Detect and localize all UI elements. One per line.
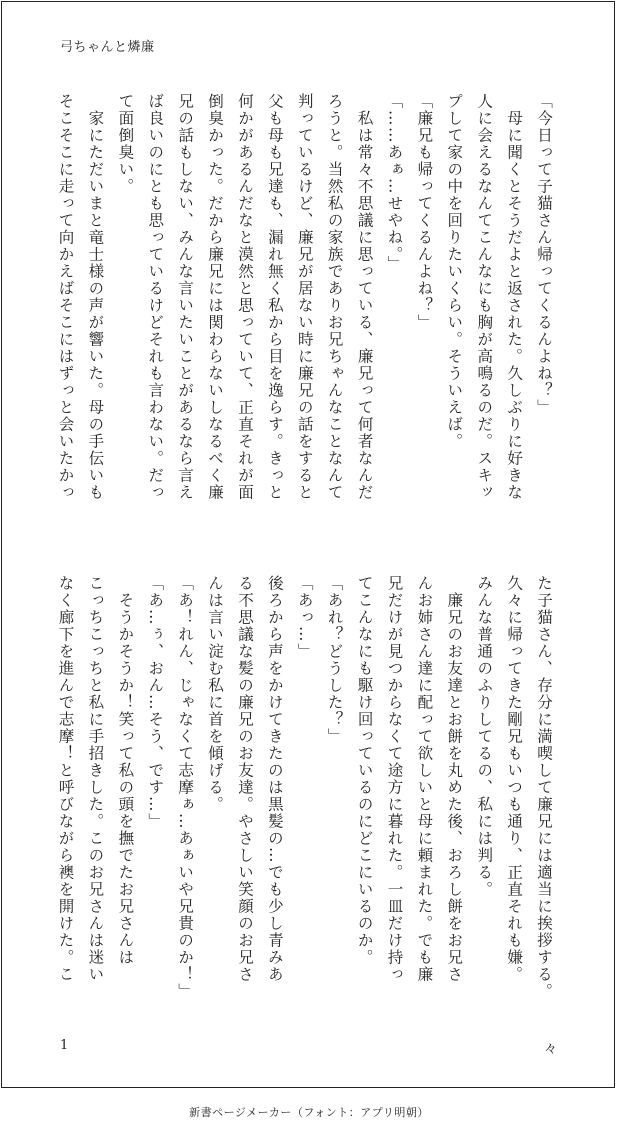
text-line: 後ろから声をかけてきたのは黒髪の…でも少し青みあ xyxy=(265,575,284,983)
text-line: 兄だけが見つからなくて途方に暮れた。一皿だけ持っ xyxy=(385,575,404,983)
text-line: みんな普通のふりしてるの、私には判る。 xyxy=(475,575,494,898)
text-line: 母に聞くとそうだよと返された。久しぶりに好きな xyxy=(505,93,524,501)
text-line: 兄の話もしない、みんな言いたいことがあるなら言え xyxy=(176,93,195,501)
text-line: てこんなにも駆け回っているのにどこにいるのか。 xyxy=(355,575,374,966)
text-line: て面倒臭い。 xyxy=(116,93,135,195)
text-line: そうかそうか！笑って私の頭を撫でたお兄さんは xyxy=(116,575,135,966)
text-line: 父も母も兄達も、漏れ無く私から目を逸らす。きっと xyxy=(265,93,284,501)
text-line: 「あっ…」 xyxy=(295,575,314,660)
text-line: 何かがあるんだなと漠然と思っていて、正直それが面 xyxy=(235,93,254,501)
text-line: 倒臭かった。だから廉兄には関わらないしなるべく廉 xyxy=(206,93,225,501)
text-line: た子猫さん、存分に満喫して廉兄には適当に挨拶する。 xyxy=(535,575,553,1000)
text-line: 「あ…ぅ、おん…そう、です…」 xyxy=(146,575,165,830)
text-line: そこそこに走って向かえばそこにはずっと会いたかっ xyxy=(56,93,75,501)
text-line: 家にただいまと竜士様の声が響いた。母の手伝いも xyxy=(86,93,105,501)
text-line: 人に会えるなんてこんなにも胸が高鳴るのだ。スキッ xyxy=(475,93,494,501)
lower-text-column xyxy=(56,575,558,1033)
upper-text-column xyxy=(56,93,558,551)
text-line: こっちこっちと私に手招きした。このお兄さんは迷い xyxy=(86,575,105,983)
text-line: ろうと。当然私の家族でありお兄ちゃんなことなんて xyxy=(325,93,344,501)
text-line: 廉兄のお友達とお餅を丸めた後、おろし餅をお兄さ xyxy=(445,575,464,983)
text-line: プして家の中を回りたいくらい。そういえば。 xyxy=(445,93,464,450)
text-line: 判っているけど、廉兄が居ない時に廉兄の話をすると xyxy=(295,93,314,501)
text-line: 「廉兄も帰ってくるんよね？」 xyxy=(415,93,434,331)
text-line: 「今日って子猫さん帰ってくるんよね？」 xyxy=(535,93,553,416)
footer-credit: 新書ページメーカー（フォント：アプリ明朝） xyxy=(189,1106,429,1119)
continuation-mark: 々 xyxy=(544,1042,558,1057)
text-line: 「あ！れん、じゃなくて志摩ぁ…あぁいや兄貴のか！」 xyxy=(176,575,195,1000)
text-line: 「あれ？どうした？」 xyxy=(325,575,344,745)
text-line: んは言い淀む私に首を傾げる。 xyxy=(206,575,225,813)
text-line: なく廊下を進んで志摩！と呼びながら襖を開けた。こ xyxy=(56,575,75,983)
text-line: んお姉さん達に配って欲しいと母に頼まれた。でも廉 xyxy=(415,575,434,983)
text-line: 私は常々不思議に思っている、廉兄って何者なんだ xyxy=(355,93,374,501)
text-line: ば良いのにとも思っているけどそれも言わない。だっ xyxy=(146,93,165,501)
text-line: 「……あぁ…せやね。」 xyxy=(385,93,404,273)
running-title: 弓ちゃんと燐廉 xyxy=(60,40,155,55)
text-line: る不思議な髪の廉兄のお友達。やさしい笑顔のお兄さ xyxy=(235,575,254,983)
page-number: 1 xyxy=(60,1038,69,1053)
text-line: 久々に帰ってきた剛兄もいつも通り、正直それも嫌。 xyxy=(505,575,524,983)
